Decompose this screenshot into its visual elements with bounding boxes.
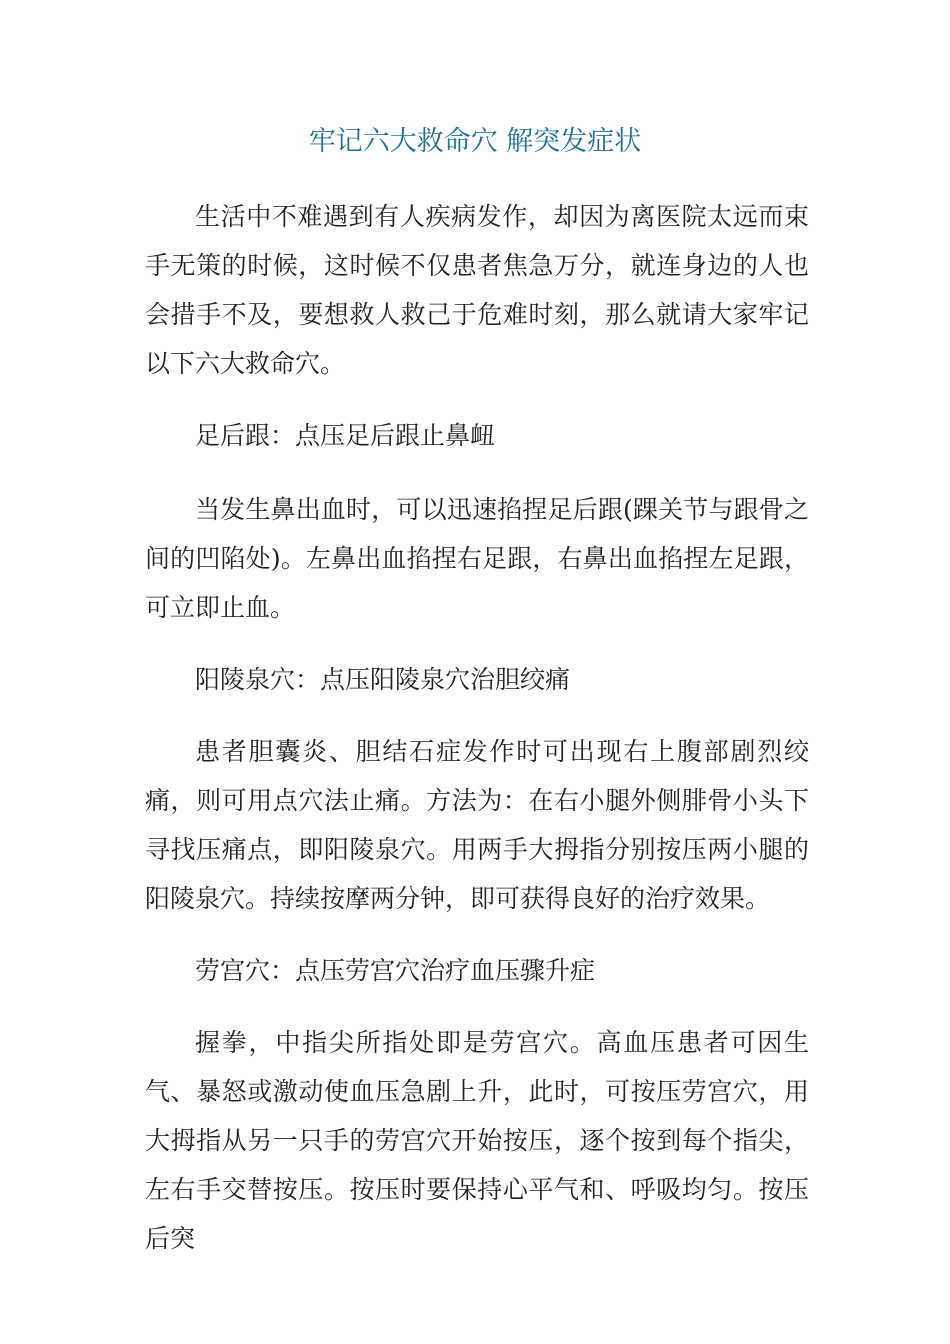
paragraph-heel (145, 485, 809, 632)
section-heading-heel (145, 411, 809, 460)
paragraph-text: 握拳，中指尖所指处即是劳宫穴。高血压患者可因生气、暴怒或激动使血压急剧上升，此时，可按压劳宫穴，用大拇指从另一只手的劳宫穴开始按压，逐个按到每个指尖，左右手交替按压。按压时要保持心平气和、呼吸均匀。按压后突 (145, 1028, 809, 1253)
paragraph-intro (145, 192, 809, 388)
paragraph-text: 当发生鼻出血时，可以迅速掐捏足后跟(踝关节与跟骨之间的凹陷处)。左鼻出血掐捏右足跟，右鼻出血掐捏左足跟，可立即止血。 (145, 495, 809, 622)
section-heading-laogong (145, 946, 809, 995)
document-title: 牢记六大救命穴 解突发症状 (308, 126, 642, 157)
paragraph-text: 生活中不难遇到有人疾病发作，却因为离医院太远而束手无策的时候，这时候不仅患者焦急万分，就连身边的人也会措手不及，要想救人救己于危难时刻，那么就请大家牢记以下六大救命穴。 (145, 202, 809, 378)
paragraph-yanglingquan (145, 727, 809, 923)
paragraph-text: 患者胆囊炎、胆结石症发作时可出现右上腹部剧烈绞痛，则可用点穴法止痛。方法为：在右小腿外侧腓骨小头下寻找压痛点，即阳陵泉穴。用两手大拇指分别按压两小腿的阳陵泉穴。持续按摩两分钟，即可获得良好的治疗效果。 (145, 737, 809, 913)
section-heading-yanglingquan (145, 655, 809, 704)
section-heading-text: 阳陵泉穴：点压阳陵泉穴治胆绞痛 (195, 665, 571, 694)
paragraph-laogong (145, 1018, 809, 1263)
section-heading-text: 劳宫穴：点压劳宫穴治疗血压骤升症 (195, 956, 596, 985)
section-heading-text: 足后跟：点压足后跟止鼻衄 (195, 421, 496, 450)
